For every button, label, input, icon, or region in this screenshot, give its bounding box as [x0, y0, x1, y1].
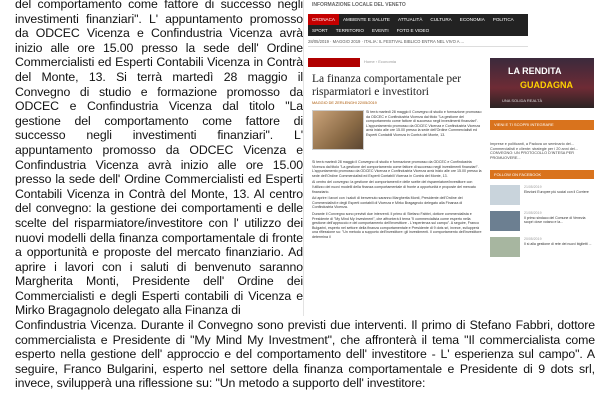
nav-item-eventi[interactable]: EVENTI: [372, 28, 389, 33]
article-title: La finanza comportamentale per risparmiatori e investitori: [312, 73, 462, 98]
nav-item-cultura[interactable]: CULTURA: [430, 17, 452, 22]
sidebar-news-item[interactable]: [490, 237, 594, 257]
advert-line: UNA SOLIDA REALTÀ: [502, 98, 543, 103]
advert-line: GUADAGNA: [520, 80, 573, 90]
nav-item-foto-video[interactable]: FOTO E VIDEO: [396, 28, 430, 33]
news-thumbnail: [490, 237, 520, 257]
article-body: [312, 160, 484, 242]
nav-item-cronaca[interactable]: CRONACA: [308, 14, 339, 25]
nav-item-politica[interactable]: POLITICA: [492, 17, 514, 22]
advert-line: LA RENDITA: [508, 66, 562, 76]
news-date: 20/05/2019: [524, 237, 542, 242]
article-paragraph: Ad aprire i lavori con i saluti di benvenuto saranno Margherita Monti, Presidente dell'Ordine dei Commercialisti e degli Esperti contabili di Vicenza e Mirko Bragagnolo delegato alla Finanza di Confindustria Vicenza.: [312, 196, 463, 210]
news-date: 21/05/2019: [524, 211, 542, 216]
nav-item-attualita[interactable]: ATTUALITÀ: [397, 17, 423, 22]
article-paragraph: Durante il Convegno sono previsti due interventi. Il primo di Stefano Fabbri, dottore commercialista e Presidente di "My Mind My Investment", che affronterà il tema "Il commercialista come esperto nella gestione dell'approccio e del comportamento dell'investitore - L'esperienza sul campo". A seguire, Franco Bulgarini, esperto nel settore della finanza comportamentale e Presidente di 9 dots srl, invece, svilupperà una riflessione su: "Un metodo a supporto dell'investitore: gli investimenti. Il comportamento dell'investitore determina il: [312, 211, 482, 239]
article-thumbnail: [312, 110, 364, 150]
news-title: Elezioni Europee più social con il Corriere: [524, 189, 589, 194]
news-date: 21/05/2019: [524, 185, 542, 190]
sidebar-news-item[interactable]: [490, 185, 594, 205]
article-paragraph: Si terrà martedì 28 maggio il Convegno di studio e formazione promosso da ODCEC e Confindustria Vicenza dal titolo "La gestione del comportamento come fattore di successo negli investimenti finanziari". L'appuntamento promosso da ODCEC Vicenza e Confindustria Vicenza avrà inizio alle ore 15.00 presso la sede dell'Ordine Commercialisti ed Esperti Contabili Vicenza in Contrà del Monte, 13.: [312, 160, 482, 178]
article-meta: MAGGIO DE ZERLENGHI 22/05/2019: [312, 101, 377, 105]
press-text-paragraph: del comportamento come fattore di successo negli investimenti finanziari". L' appuntamento promosso da ODCEC Vicenza e Confindustria Vicenza avrà inizio alle ore 15.00 presso la sede dell' Ordine Commercialisti ed Esperti Contabili Vicenza in Contrà del Monte, 13. Si terrà martedì 28 maggio il Convegno di studio e formazione promosso da ODCEC e Confindustria Vicenza dal titolo "La gestione del comportamento come fattore di successo negli investimenti finanziari". L' appuntamento promosso da ODCEC Vicenza e Confindustria Vicenza avrà inizio alle ore 15.00 presso la sede dell' Ordine Commercialisti ed Esperti Contabili Vicenza in Contrà del Monte, 13. Al centro del convegno: la gestione dei comportamenti e delle scelte del risparmiatore/investitore con l' utilizzo dei nuovi modelli della finanza comportamentale di fronte a opportunità e proposte del mercato finanziario. Ad aprire i lavori con i saluti di benvenuto saranno Margherita Monti, Presidente dell' Ordine dei Commercialisti e degli Esperti contabili di Vicenza e Mirko Bragagnolo delegato alla Finanza di: [15, 0, 303, 318]
news-thumbnail: [490, 211, 520, 231]
press-text-continuation: [15, 318, 595, 391]
news-thumbnail: [490, 185, 520, 205]
site-nav: [308, 14, 528, 36]
nav-item-ambiente[interactable]: AMBIENTE E SALUTE: [342, 17, 390, 22]
article-paragraph: Al centro del convegno: la gestione dei comportamenti e delle scelte del risparmiatore/investitore con l'utilizzo dei nuovi modelli della finanza comportamentale di fronte a opportunità e proposte del mercato finanziario.: [312, 180, 476, 194]
sidebar-label: VIENI E TI SCOPRI INTEGRARE: [490, 120, 594, 130]
advert-banner[interactable]: [490, 58, 594, 108]
sidebar-news-item[interactable]: [490, 211, 594, 231]
site-sidebar: [490, 58, 594, 257]
nav-item-economia[interactable]: ECONOMIA: [459, 17, 485, 22]
article-intro: Si terrà martedì 28 maggio il Convegno di studio e formazione promosso da ODCEC e Confindustria Vicenza dal titolo "La gestione del comportamento come fattore di successo negli investimenti finanziari". L'appuntamento promosso da ODCEC Vicenza e Confindustria Vicenza avrà inizio alle ore 15.00 presso la sede dell'Ordine Commercialisti ed Esperti Contabili Vicenza in Contrà del Monte, 13.: [366, 110, 482, 137]
press-text-column: [15, 0, 303, 318]
news-title: Il primo sindaco del Comune di Venezia scoprì dove votano e la...: [524, 215, 586, 225]
section-bar: [308, 58, 360, 67]
sidebar-text: Imprese e politicanti, a Padova un seminario dei... Commercialisti e cliente: strategie per i 20 anni del... CONVEGNO: UN PROTOCOLLO D'INTESA PER PROMUOVERE...: [490, 142, 579, 160]
nav-item-territorio[interactable]: TERRITORIO: [335, 28, 364, 33]
press-text-paragraph: Confindustria Vicenza. Durante il Convegno sono previsti due interventi. Il primo di Stefano Fabbri, dottore commercialista e Presidente di "My Mind My Investment", che affronterà il tema "Il commercialista come esperto nella gestione dell' approccio e del comportamento dell' investitore - L' esperienza sul campo". A seguire, Franco Bulgarini, esperto nel settore della finanza comportamentale e Presidente di 9 dots srl, invece, svilupperà una riflessione su: "Un metodo a supporto dell' investitore:: [15, 318, 595, 391]
site-tagline: INFORMAZIONE LOCALE DEL VENETO: [312, 2, 406, 8]
breadcrumb: Home › Economia: [364, 59, 397, 64]
news-title: Il sì alla gestione di rete dei nuovi biglietti ...: [524, 241, 592, 246]
facebook-follow-button[interactable]: FOLLOW ON FACEBOOK: [490, 170, 594, 179]
news-ticker: 28/05/2019 · MAGGIO 2019 · ITALIA: IL FESTIVAL BIBLICO ENTRA NEL VIVO A ...: [308, 38, 528, 47]
nav-item-sport[interactable]: SPORT: [312, 28, 328, 33]
website-screenshot: [303, 0, 600, 316]
